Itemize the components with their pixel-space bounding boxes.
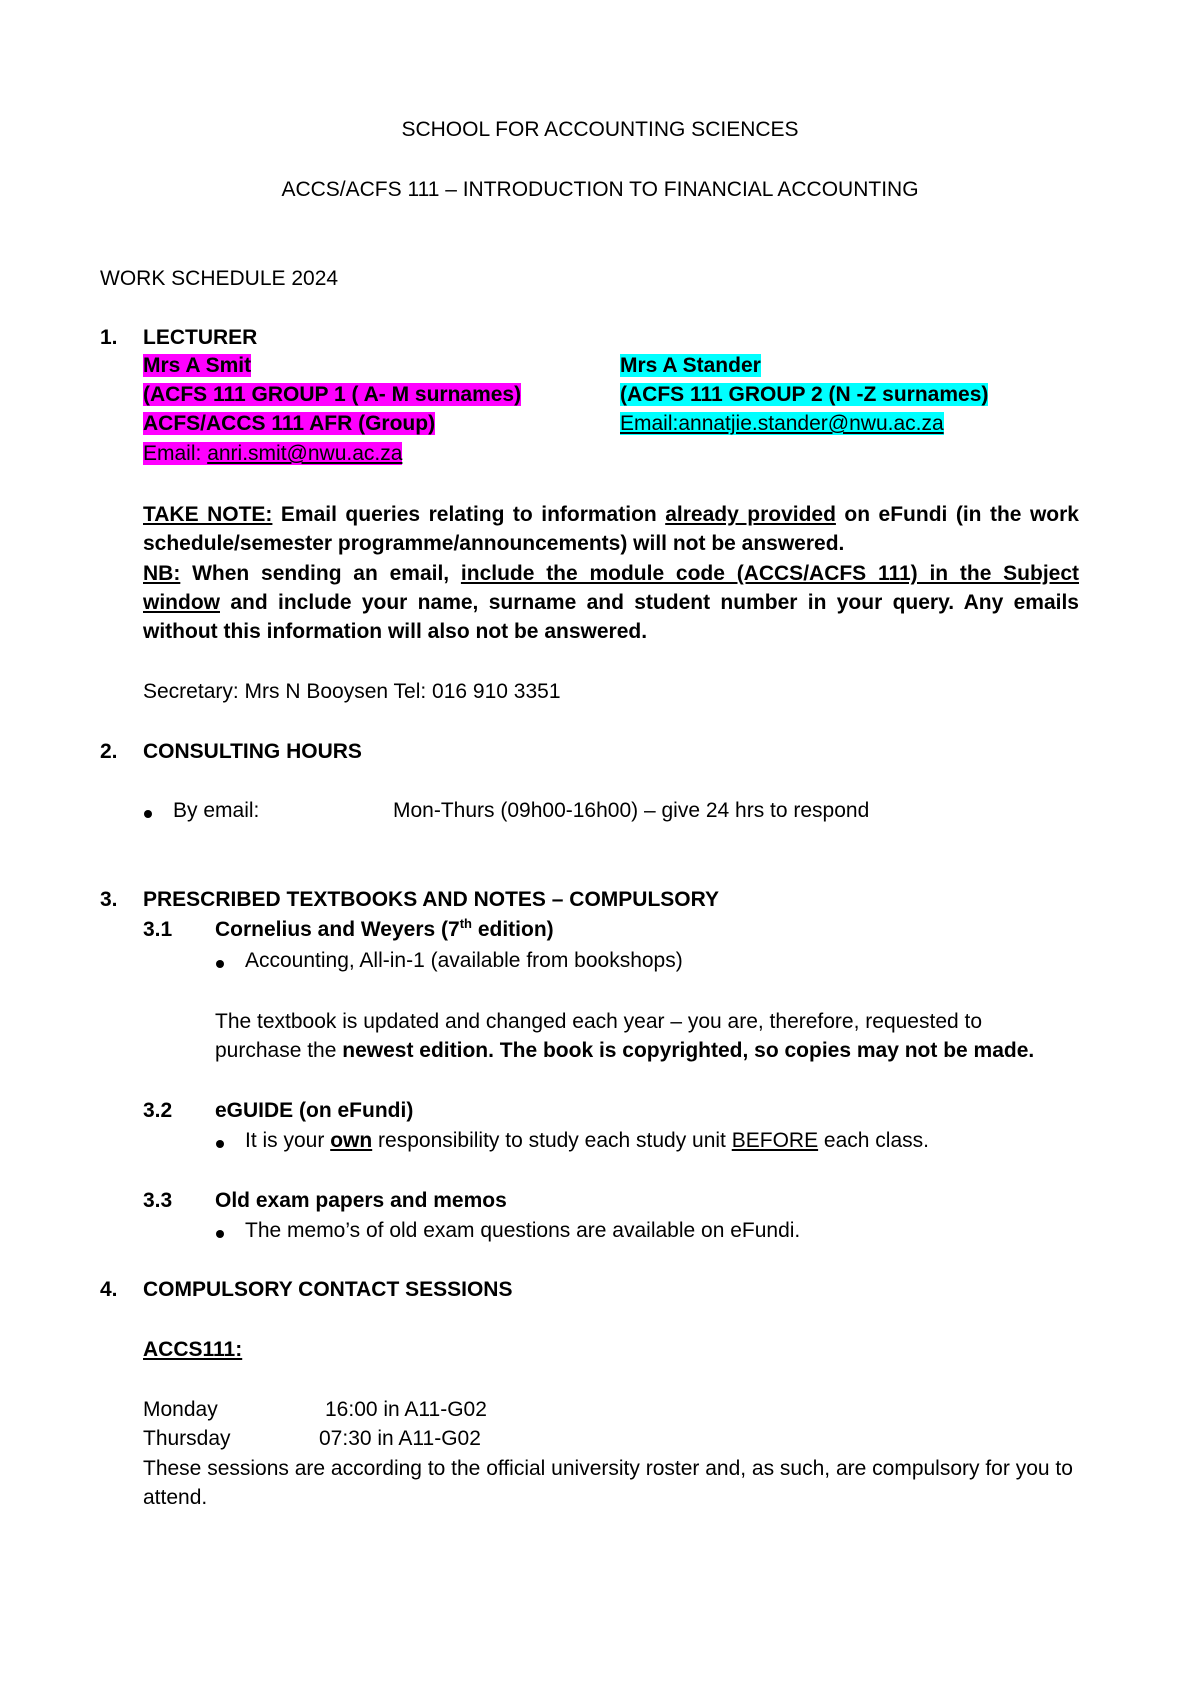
section-3-1-title-text: Cornelius and Weyers (7 [215, 918, 460, 941]
section-2-title: CONSULTING HOURS [143, 740, 362, 763]
section-3-number: 3. [100, 888, 118, 911]
section-3-1-superscript: th [459, 916, 472, 931]
nb-text: When sending an email, [180, 562, 461, 585]
consulting-hours-value: Mon-Thurs (09h00-16h00) – give 24 hrs to respond [393, 799, 870, 822]
section-1-number: 1. [100, 326, 118, 349]
lecturer-2-name: Mrs A Stander [620, 354, 761, 377]
section-3-1-title [215, 916, 554, 944]
bullet-icon [216, 960, 224, 968]
bullet-icon [216, 1140, 224, 1148]
bullet-icon [216, 1230, 224, 1238]
session-time: 07:30 in A11-G02 [319, 1427, 481, 1450]
section-2-number: 2. [100, 740, 118, 763]
section-3-3-number: 3.3 [143, 1189, 173, 1212]
textbook-paragraph [215, 1007, 1065, 1065]
section-3-3-title: Old exam papers and memos [215, 1189, 507, 1212]
section-3-2-before: BEFORE [731, 1129, 819, 1152]
session-day: Thursday [143, 1427, 231, 1450]
work-schedule-title: WORK SCHEDULE 2024 [100, 267, 339, 290]
accs111-heading: ACCS111: [143, 1338, 243, 1361]
section-3-2-title: eGUIDE (on eFundi) [215, 1099, 414, 1122]
nb-label: NB: [143, 562, 181, 585]
lecturer-2-email-link[interactable]: Email:annatjie.stander@nwu.ac.za [620, 412, 944, 435]
module-title: ACCS/ACFS 111 – INTRODUCTION TO FINANCIAL ACCOUNTING [281, 178, 919, 201]
section-3-2-number: 3.2 [143, 1099, 173, 1122]
section-3-1-bullet: Accounting, All-in-1 (available from bookshops) [245, 949, 683, 972]
secretary-line: Secretary: Mrs N Booysen Tel: 016 910 3351 [143, 680, 561, 703]
section-3-title: PRESCRIBED TEXTBOOKS AND NOTES – COMPULSORY [143, 888, 720, 911]
take-note-paragraph [143, 500, 1079, 558]
take-note-text: Email queries relating to information [272, 503, 666, 526]
section-3-2-own: own [330, 1129, 373, 1152]
section-3-3-bullet: The memo’s of old exam questions are available on eFundi. [245, 1219, 801, 1242]
lecturer-1-afr: ACFS/ACCS 111 AFR (Group) [143, 412, 436, 435]
take-note-underlined: already provided [665, 503, 836, 526]
section-3-2-bullet-text-2: responsibility to study each study unit [372, 1129, 732, 1152]
section-3-2-bullet-text-3: each class. [818, 1129, 929, 1152]
lecturer-1-email-label: Email: [143, 442, 208, 465]
section-3-2-bullet [245, 1127, 929, 1155]
bullet-icon [144, 810, 152, 818]
lecturer-2-group: (ACFS 111 GROUP 2 (N -Z surnames) [620, 383, 989, 406]
lecturer-1-email-link[interactable]: anri.smit@nwu.ac.za [207, 442, 403, 465]
take-note-label: TAKE NOTE: [143, 503, 273, 526]
section-3-1-title-end: edition) [471, 918, 554, 941]
consulting-by-email-label: By email: [173, 799, 260, 822]
sessions-note: These sessions are according to the official university roster and, as such, are compulsory for you to attend. [143, 1457, 1073, 1509]
section-3-1-number: 3.1 [143, 918, 173, 941]
section-4-title: COMPULSORY CONTACT SESSIONS [143, 1278, 513, 1301]
nb-paragraph [143, 559, 1079, 646]
section-1-title: LECTURER [143, 326, 258, 349]
lecturer-1-group: (ACFS 111 GROUP 1 ( A- M surnames) [143, 383, 522, 406]
school-title: SCHOOL FOR ACCOUNTING SCIENCES [401, 118, 799, 141]
section-3-2-bullet-text: It is your [245, 1129, 331, 1152]
section-4-number: 4. [100, 1278, 118, 1301]
lecturer-1-name: Mrs A Smit [143, 354, 252, 377]
session-day: Monday [143, 1398, 218, 1421]
nb-underlined: include the module code (ACCS/ACFS 111) in the Subject window [143, 562, 1080, 614]
take-note-text-end: on eFundi (in the work schedule/semester programme/announcements) will not be answered. [143, 503, 1079, 555]
textbook-paragraph-bold: newest edition. The book is copyrighted, so copies may not be made. [342, 1039, 1035, 1062]
nb-text-end: and include your name, surname and student number in your query. Any emails without this information will also not be answered. [143, 591, 1079, 643]
session-time: 16:00 in A11-G02 [325, 1398, 487, 1421]
textbook-paragraph-text: The textbook is updated and changed each year – you are, therefore, requested to purchase the [215, 1010, 983, 1062]
